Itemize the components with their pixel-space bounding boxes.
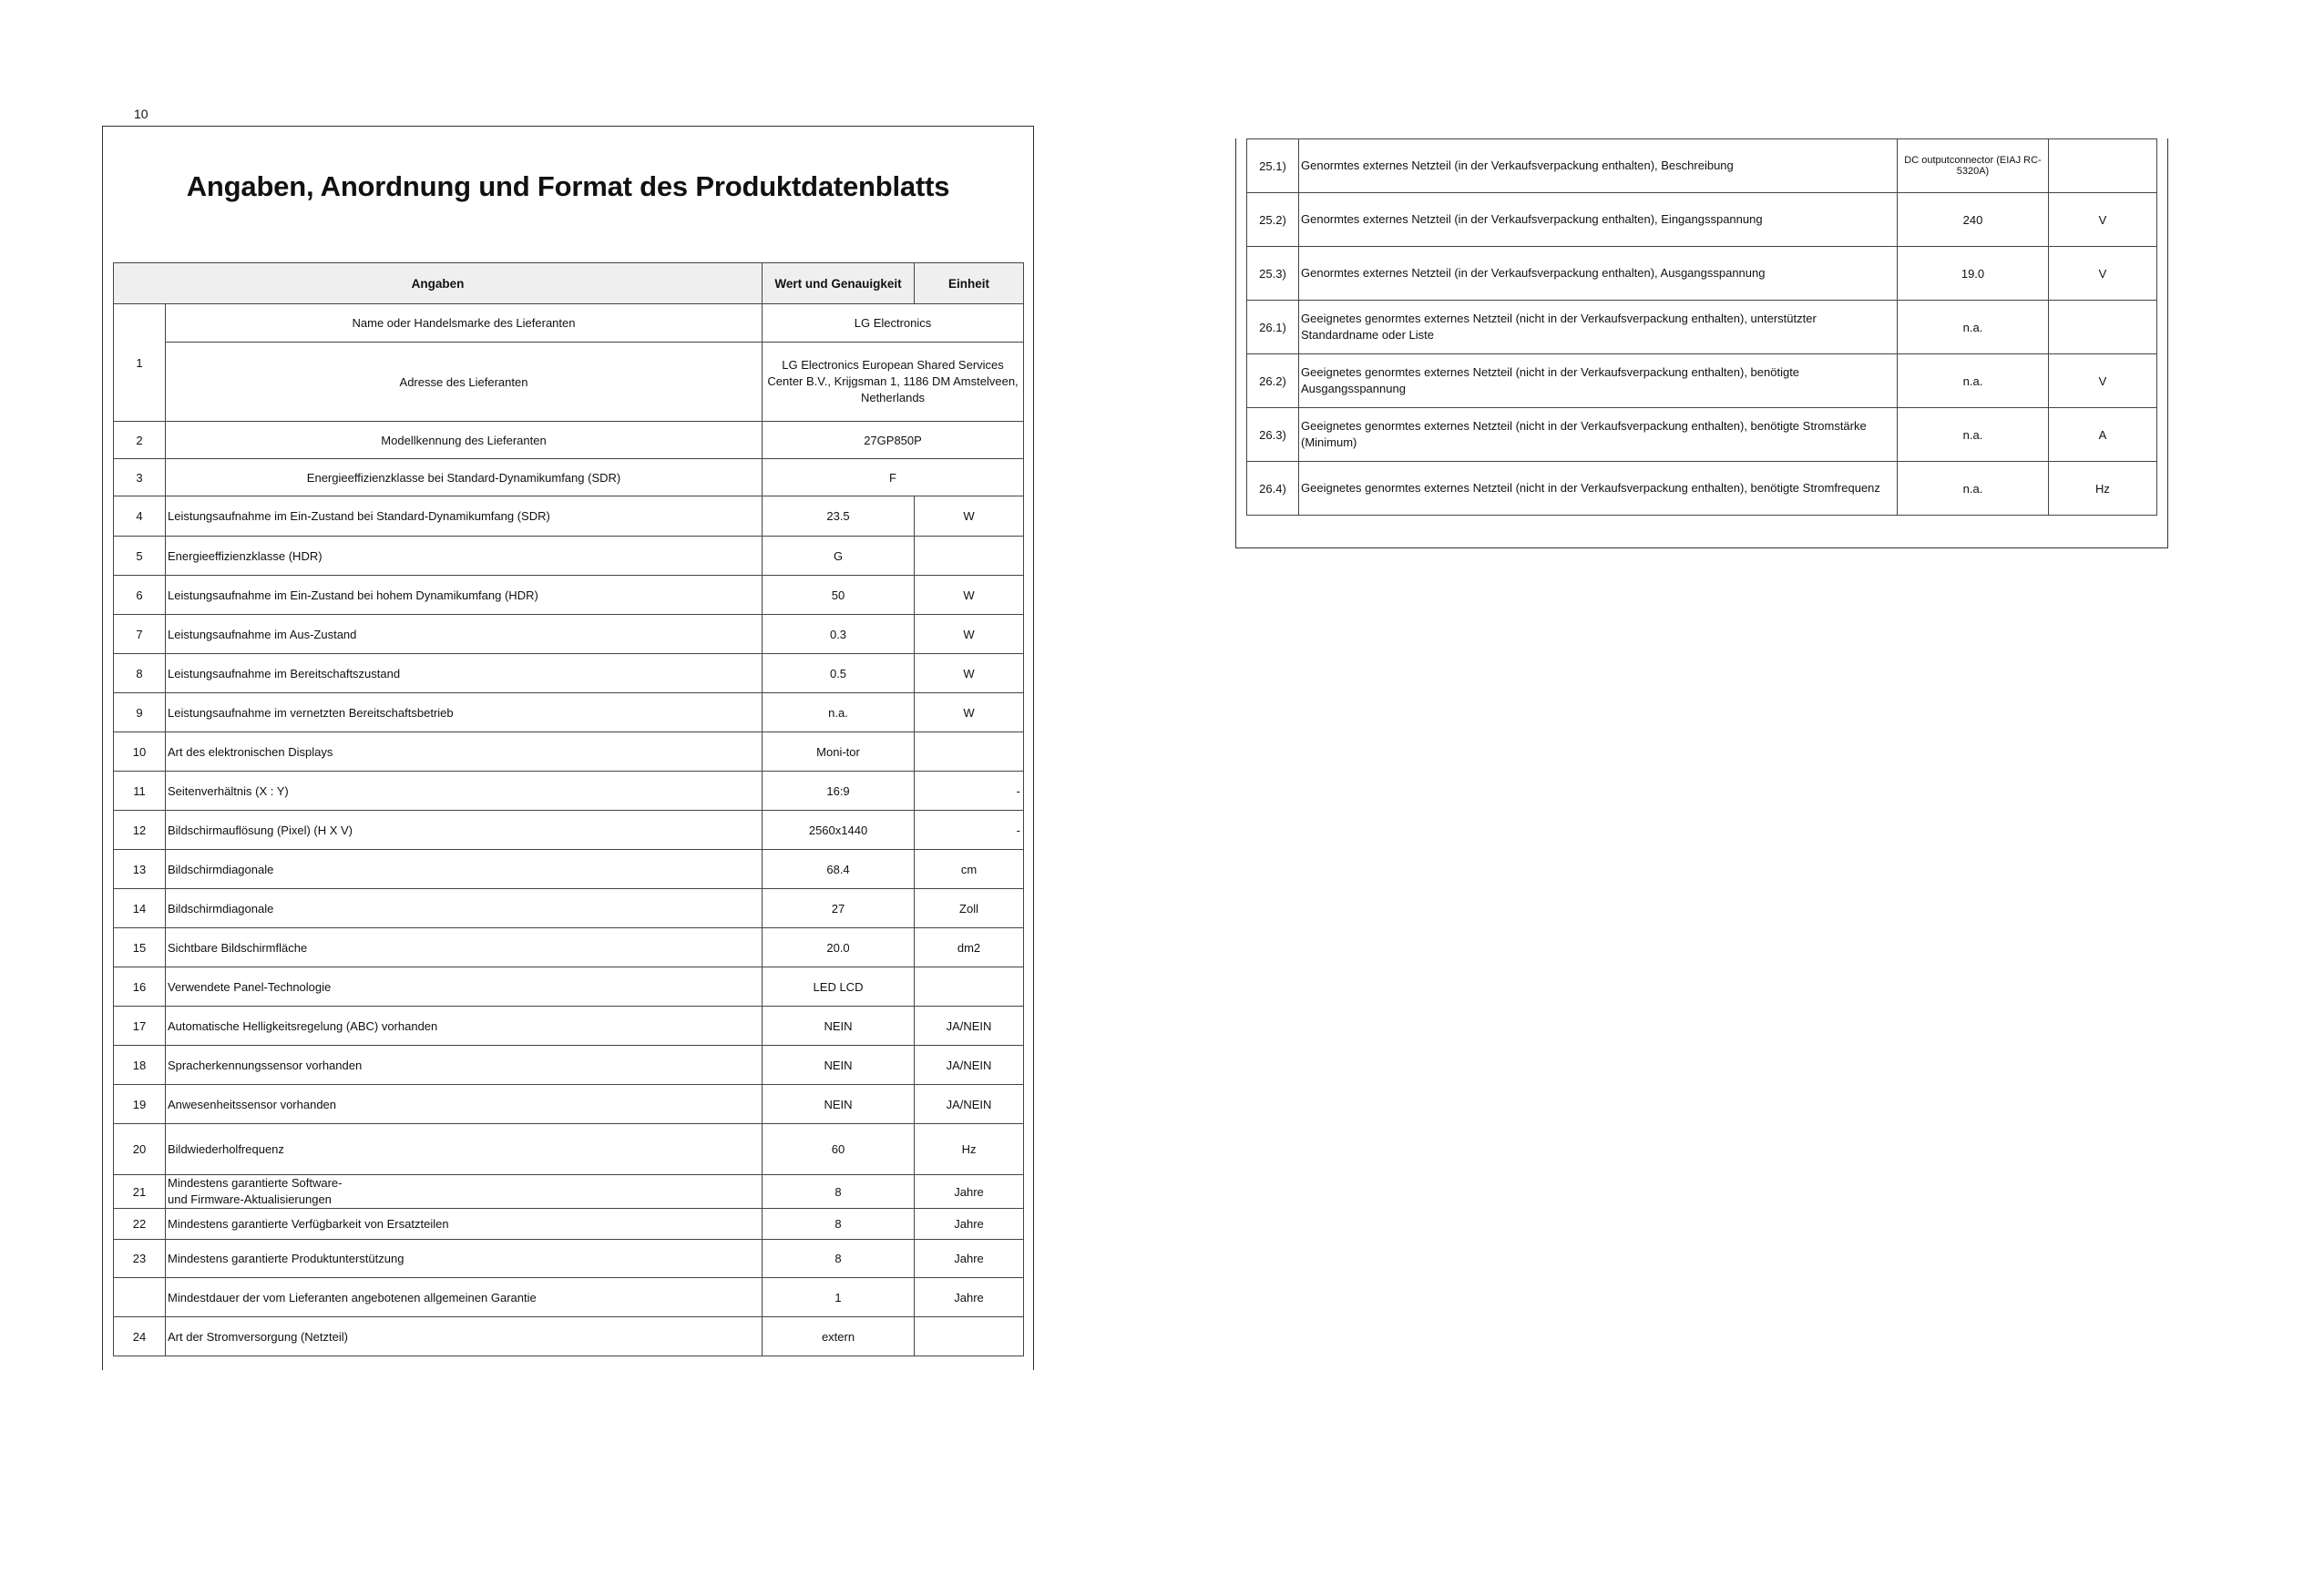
table-row bbox=[114, 304, 1024, 343]
table-row bbox=[114, 576, 1024, 615]
table-row bbox=[114, 1278, 1024, 1317]
page-title: Angaben, Anordnung und Format des Produktdatenblatts bbox=[186, 170, 950, 202]
table-row bbox=[114, 772, 1024, 811]
row-unit: JA/NEIN bbox=[915, 1085, 1024, 1124]
row-value: 19.0 bbox=[1898, 247, 2049, 301]
row-unit bbox=[915, 1317, 1024, 1356]
row-number: 9 bbox=[114, 693, 166, 732]
row-unit: Jahre bbox=[915, 1240, 1024, 1278]
row-value: LG Electronics bbox=[763, 304, 1024, 343]
header-einheit: Einheit bbox=[915, 263, 1024, 304]
row-unit: W bbox=[915, 576, 1024, 615]
row-description: Energieeffizienzklasse (HDR) bbox=[166, 537, 763, 576]
row-unit bbox=[915, 537, 1024, 576]
row-number: 10 bbox=[114, 732, 166, 772]
row-number: 12 bbox=[114, 811, 166, 850]
row-value: 0.5 bbox=[763, 654, 915, 693]
row-unit: V bbox=[2049, 247, 2157, 301]
row-description: Energieeffizienzklasse bei Standard-Dynamikumfang (SDR) bbox=[166, 459, 763, 496]
row-unit: JA/NEIN bbox=[915, 1007, 1024, 1046]
row-number: 26.1) bbox=[1247, 301, 1299, 354]
row-unit: A bbox=[2049, 408, 2157, 462]
table-row bbox=[114, 889, 1024, 928]
table-row bbox=[114, 615, 1024, 654]
table-row bbox=[114, 1317, 1024, 1356]
table-row bbox=[114, 496, 1024, 537]
row-description: Genormtes externes Netzteil (in der Verkaufsverpackung enthalten), Ausgangsspannung bbox=[1299, 247, 1898, 301]
row-value: 240 bbox=[1898, 193, 2049, 247]
row-description: Adresse des Lieferanten bbox=[166, 343, 763, 422]
row-unit: dm2 bbox=[915, 928, 1024, 967]
table-row bbox=[1247, 193, 2157, 247]
table-row bbox=[1247, 301, 2157, 354]
table-header-row bbox=[114, 263, 1024, 304]
row-unit: Hz bbox=[915, 1124, 1024, 1175]
row-description: Geeignetes genormtes externes Netzteil (nicht in der Verkaufsverpackung enthalten), benötigte Ausgangsspannung bbox=[1299, 354, 1898, 408]
row-value: NEIN bbox=[763, 1046, 915, 1085]
row-number: 4 bbox=[114, 496, 166, 537]
row-unit: Jahre bbox=[915, 1175, 1024, 1209]
table-row bbox=[114, 654, 1024, 693]
row-value: LED LCD bbox=[763, 967, 915, 1007]
row-description: Mindestens garantierte Verfügbarkeit von Ersatzteilen bbox=[166, 1209, 763, 1240]
power-supply-table bbox=[1246, 138, 2157, 516]
table-row bbox=[114, 1007, 1024, 1046]
row-unit bbox=[2049, 301, 2157, 354]
table-row bbox=[114, 459, 1024, 496]
row-value: 8 bbox=[763, 1240, 915, 1278]
row-value: 50 bbox=[763, 576, 915, 615]
row-description: Sichtbare Bildschirmfläche bbox=[166, 928, 763, 967]
row-unit: - bbox=[915, 772, 1024, 811]
row-value: DC outputconnector (EIAJ RC-5320A) bbox=[1898, 139, 2049, 193]
row-unit: JA/NEIN bbox=[915, 1046, 1024, 1085]
table-row bbox=[114, 811, 1024, 850]
table-row bbox=[1247, 354, 2157, 408]
row-unit bbox=[915, 967, 1024, 1007]
table-row bbox=[114, 928, 1024, 967]
row-description: Geeignetes genormtes externes Netzteil (nicht in der Verkaufsverpackung enthalten), benötigte Stromfrequenz bbox=[1299, 462, 1898, 516]
table-row bbox=[114, 537, 1024, 576]
row-description: Verwendete Panel-Technologie bbox=[166, 967, 763, 1007]
table-row bbox=[114, 693, 1024, 732]
row-description: Automatische Helligkeitsregelung (ABC) vorhanden bbox=[166, 1007, 763, 1046]
row-unit: Jahre bbox=[915, 1209, 1024, 1240]
row-description: Mindestens garantierte Software- und Firmware-Aktualisierungen bbox=[166, 1175, 763, 1209]
row-unit: W bbox=[915, 615, 1024, 654]
row-number: 13 bbox=[114, 850, 166, 889]
table-row bbox=[1247, 462, 2157, 516]
row-description: Bildschirmauflösung (Pixel) (H X V) bbox=[166, 811, 763, 850]
row-description: Modellkennung des Lieferanten bbox=[166, 422, 763, 459]
table-row bbox=[114, 1240, 1024, 1278]
row-value: 20.0 bbox=[763, 928, 915, 967]
header-angaben: Angaben bbox=[114, 263, 763, 304]
row-number: 25.3) bbox=[1247, 247, 1299, 301]
row-number: 26.4) bbox=[1247, 462, 1299, 516]
row-number: 16 bbox=[114, 967, 166, 1007]
row-number: 20 bbox=[114, 1124, 166, 1175]
row-description: Anwesenheitssensor vorhanden bbox=[166, 1085, 763, 1124]
row-value: 60 bbox=[763, 1124, 915, 1175]
row-value: n.a. bbox=[1898, 462, 2049, 516]
row-description: Seitenverhältnis (X : Y) bbox=[166, 772, 763, 811]
row-number: 11 bbox=[114, 772, 166, 811]
row-number: 14 bbox=[114, 889, 166, 928]
row-value: 8 bbox=[763, 1209, 915, 1240]
row-value: 27GP850P bbox=[763, 422, 1024, 459]
row-number: 26.2) bbox=[1247, 354, 1299, 408]
row-description: Art des elektronischen Displays bbox=[166, 732, 763, 772]
table-row bbox=[114, 1175, 1024, 1209]
row-number: 1 bbox=[114, 304, 166, 422]
row-value: n.a. bbox=[1898, 301, 2049, 354]
row-value: 1 bbox=[763, 1278, 915, 1317]
row-unit: V bbox=[2049, 354, 2157, 408]
row-description: Geeignetes genormtes externes Netzteil (nicht in der Verkaufsverpackung enthalten), unterstützter Standardname oder Liste bbox=[1299, 301, 1898, 354]
row-value: 0.3 bbox=[763, 615, 915, 654]
table-row bbox=[114, 850, 1024, 889]
table-row bbox=[114, 1046, 1024, 1085]
row-description: Leistungsaufnahme im vernetzten Bereitschaftsbetrieb bbox=[166, 693, 763, 732]
table-row bbox=[1247, 139, 2157, 193]
table-row bbox=[114, 343, 1024, 422]
row-value: extern bbox=[763, 1317, 915, 1356]
row-value: 23.5 bbox=[763, 496, 915, 537]
row-value: 2560x1440 bbox=[763, 811, 915, 850]
row-description: Art der Stromversorgung (Netzteil) bbox=[166, 1317, 763, 1356]
table-row bbox=[114, 967, 1024, 1007]
row-value: 68.4 bbox=[763, 850, 915, 889]
row-unit: cm bbox=[915, 850, 1024, 889]
row-unit: Jahre bbox=[915, 1278, 1024, 1317]
row-description: Geeignetes genormtes externes Netzteil (nicht in der Verkaufsverpackung enthalten), benötigte Stromstärke (Minimum) bbox=[1299, 408, 1898, 462]
row-number: 22 bbox=[114, 1209, 166, 1240]
table-row bbox=[114, 732, 1024, 772]
row-value: NEIN bbox=[763, 1085, 915, 1124]
row-number: 7 bbox=[114, 615, 166, 654]
page-number: 10 bbox=[134, 107, 148, 121]
datasheet-table bbox=[113, 262, 1024, 1356]
row-unit: Hz bbox=[2049, 462, 2157, 516]
table-row bbox=[114, 422, 1024, 459]
row-number: 15 bbox=[114, 928, 166, 967]
row-description: Leistungsaufnahme im Ein-Zustand bei Standard-Dynamikumfang (SDR) bbox=[166, 496, 763, 537]
row-description: Genormtes externes Netzteil (in der Verkaufsverpackung enthalten), Eingangsspannung bbox=[1299, 193, 1898, 247]
row-description: Leistungsaufnahme im Ein-Zustand bei hohem Dynamikumfang (HDR) bbox=[166, 576, 763, 615]
row-value: Moni-tor bbox=[763, 732, 915, 772]
row-value: NEIN bbox=[763, 1007, 915, 1046]
row-value: G bbox=[763, 537, 915, 576]
row-number: 24 bbox=[114, 1317, 166, 1356]
row-unit: - bbox=[915, 811, 1024, 850]
row-number: 25.1) bbox=[1247, 139, 1299, 193]
row-description: Mindestdauer der vom Lieferanten angebotenen allgemeinen Garantie bbox=[166, 1278, 763, 1317]
row-description: Mindestens garantierte Produktunterstützung bbox=[166, 1240, 763, 1278]
row-number: 23 bbox=[114, 1240, 166, 1278]
row-unit bbox=[2049, 139, 2157, 193]
row-number bbox=[114, 1278, 166, 1317]
row-number: 21 bbox=[114, 1175, 166, 1209]
row-description: Bildschirmdiagonale bbox=[166, 850, 763, 889]
row-unit: V bbox=[2049, 193, 2157, 247]
row-description: Spracherkennungssensor vorhanden bbox=[166, 1046, 763, 1085]
row-unit bbox=[915, 732, 1024, 772]
row-description: Name oder Handelsmarke des Lieferanten bbox=[166, 304, 763, 343]
row-value: LG Electronics European Shared Services Center B.V., Krijgsman 1, 1186 DM Amstelveen, Netherlands bbox=[763, 343, 1024, 422]
row-unit: Zoll bbox=[915, 889, 1024, 928]
row-number: 17 bbox=[114, 1007, 166, 1046]
row-number: 5 bbox=[114, 537, 166, 576]
row-description: Leistungsaufnahme im Bereitschaftszustand bbox=[166, 654, 763, 693]
row-value: n.a. bbox=[1898, 354, 2049, 408]
left-datasheet-panel bbox=[102, 126, 1034, 1370]
row-number: 2 bbox=[114, 422, 166, 459]
row-value: F bbox=[763, 459, 1024, 496]
row-description: Leistungsaufnahme im Aus-Zustand bbox=[166, 615, 763, 654]
row-value: n.a. bbox=[1898, 408, 2049, 462]
table-row bbox=[114, 1085, 1024, 1124]
row-description: Bildschirmdiagonale bbox=[166, 889, 763, 928]
row-number: 18 bbox=[114, 1046, 166, 1085]
row-unit: W bbox=[915, 496, 1024, 537]
row-number: 3 bbox=[114, 459, 166, 496]
row-value: 27 bbox=[763, 889, 915, 928]
table-row bbox=[1247, 247, 2157, 301]
row-number: 19 bbox=[114, 1085, 166, 1124]
right-datasheet-panel bbox=[1235, 138, 2168, 548]
row-unit: W bbox=[915, 654, 1024, 693]
row-number: 6 bbox=[114, 576, 166, 615]
table-row bbox=[114, 1124, 1024, 1175]
table-row bbox=[1247, 408, 2157, 462]
row-description: Genormtes externes Netzteil (in der Verkaufsverpackung enthalten), Beschreibung bbox=[1299, 139, 1898, 193]
row-number: 25.2) bbox=[1247, 193, 1299, 247]
row-unit: W bbox=[915, 693, 1024, 732]
row-number: 8 bbox=[114, 654, 166, 693]
row-value: n.a. bbox=[763, 693, 915, 732]
row-value: 16:9 bbox=[763, 772, 915, 811]
row-number: 26.3) bbox=[1247, 408, 1299, 462]
table-row bbox=[114, 1209, 1024, 1240]
row-description: Bildwiederholfrequenz bbox=[166, 1124, 763, 1175]
header-wert: Wert und Genauigkeit bbox=[763, 263, 915, 304]
row-value: 8 bbox=[763, 1175, 915, 1209]
